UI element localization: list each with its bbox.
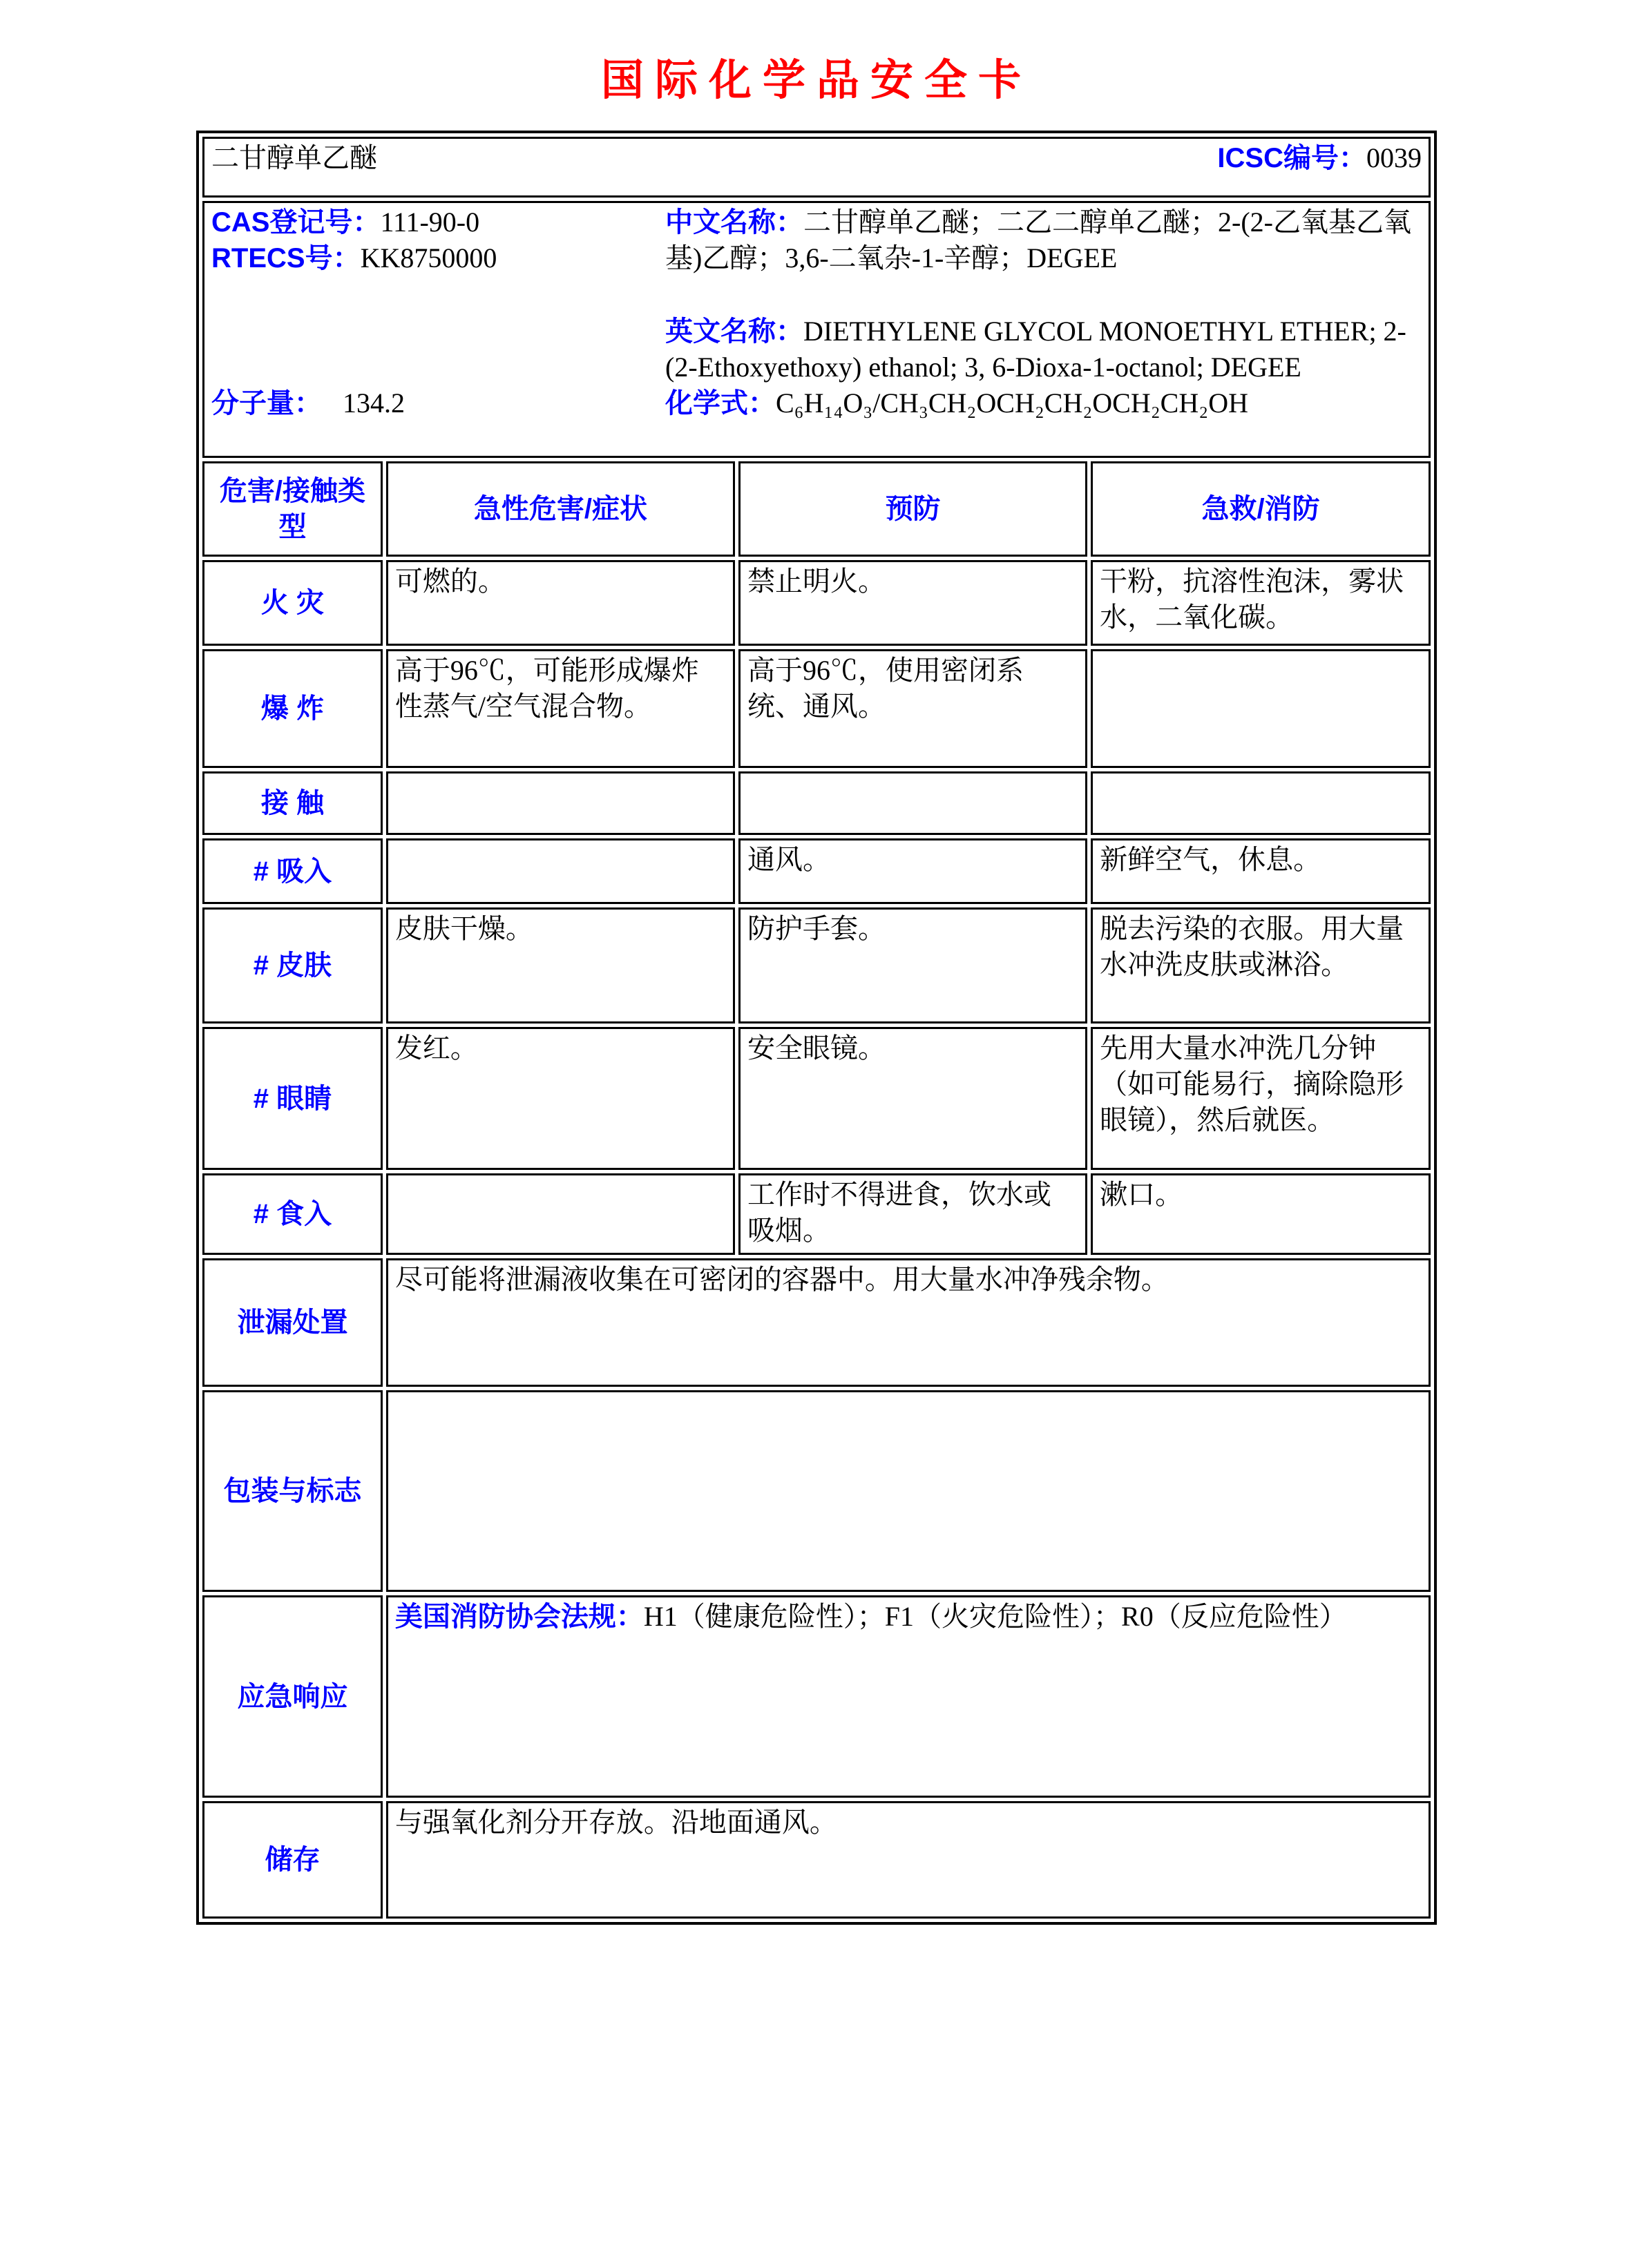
skin-prevention: 防护手套。 [738,907,1087,1024]
hazard-row-eyes [202,1027,1431,1170]
molecular-weight-line [211,385,665,421]
section-label-storage: 储存 [202,1801,383,1919]
header-first-aid: 急救/消防 [1091,461,1431,557]
ingestion-symptoms [386,1173,735,1255]
rtecs-label: RTECS号： [211,243,361,273]
icsc-number-label: ICSC编号： [1217,143,1366,173]
substance-name-row [202,137,1431,198]
section-label-packaging: 包装与标志 [202,1390,383,1592]
blank-gap [665,276,1422,314]
row-label-ingestion: # 食入 [202,1173,383,1255]
hazard-row-explosion [202,649,1431,768]
hazard-row-ingestion [202,1173,1431,1255]
rtecs-line [211,240,665,276]
icsc-document [0,46,1633,1925]
nfpa-code-label: 美国消防协会法规： [394,1602,644,1632]
hazard-row-fire [202,560,1431,646]
molecular-weight-label: 分子量： [211,388,322,419]
row-label-explosion: 爆 炸 [202,649,383,768]
cas-label: CAS登记号： [211,207,381,238]
cas-value: 111-90-0 [380,206,480,238]
header-symptoms: 急性危害/症状 [386,461,735,557]
hazard-row-skin [202,907,1431,1024]
section-row-spill [202,1258,1431,1387]
hazard-row-contact [202,771,1431,835]
emergency-content-cell [386,1595,1431,1798]
row-label-eyes: # 眼睛 [202,1027,383,1170]
identification-row [202,201,1431,458]
storage-content: 与强氧化剂分开存放。沿地面通风。 [386,1801,1431,1919]
hazard-header-row [202,461,1431,557]
fire-prevention: 禁止明火。 [738,560,1087,646]
chinese-name-label: 中文名称： [665,207,803,238]
chinese-name-value: 二甘醇单乙醚；二乙二醇单乙醚；2-(2-乙氧基乙氧基)乙醇；3,6-二氧杂-1-辛醇；DEGEE [665,206,1411,273]
eyes-first-aid: 先用大量水冲洗几分钟（如可能易行，摘除隐形眼镜），然后就医。 [1091,1027,1431,1170]
hazard-row-inhalation [202,838,1431,904]
fire-first-aid: 干粉，抗溶性泡沫，雾状水，二氧化碳。 [1091,560,1431,646]
rtecs-value: KK8750000 [360,242,497,273]
row-label-skin: # 皮肤 [202,907,383,1024]
formula-value: C₆H₁₄O₃/CH₃CH₂OCH₂CH₂OCH₂CH₂OH [776,387,1248,419]
formula-line [665,385,1422,421]
row-label-contact: 接 触 [202,771,383,835]
explosion-prevention: 高于96℃，使用密闭系统、通风。 [738,649,1087,768]
fire-symptoms: 可燃的。 [386,560,735,646]
row-label-inhalation: # 吸入 [202,838,383,904]
explosion-symptoms: 高于96℃，可能形成爆炸性蒸气/空气混合物。 [386,649,735,768]
ingestion-prevention: 工作时不得进食，饮水或吸烟。 [738,1173,1087,1255]
section-label-emergency: 应急响应 [202,1595,383,1798]
section-label-spill: 泄漏处置 [202,1258,383,1387]
substance-name: 二甘醇单乙醚 [211,142,377,173]
substance-name-cell [202,137,1431,198]
packaging-content [386,1390,1431,1592]
explosion-first-aid [1091,649,1431,768]
contact-symptoms [386,771,735,835]
inhalation-first-aid: 新鲜空气，休息。 [1091,838,1431,904]
identification-right-column [665,204,1422,421]
skin-symptoms: 皮肤干燥。 [386,907,735,1024]
inhalation-prevention: 通风。 [738,838,1087,904]
contact-prevention [738,771,1087,835]
eyes-prevention: 安全眼镜。 [738,1027,1087,1170]
page-title: 国际化学品安全卡 [600,57,1032,104]
formula-label: 化学式： [665,388,776,419]
inhalation-symptoms [386,838,735,904]
icsc-number [1217,140,1422,176]
english-name-line [665,314,1422,385]
section-row-packaging [202,1390,1431,1592]
header-prevention: 预防 [738,461,1087,557]
chinese-name-line [665,204,1422,276]
english-name-value: DIETHYLENE GLYCOL MONOETHYL ETHER; 2-(2-Ethoxyethoxy) ethanol; 3, 6-Dioxa-1-octanol; DEGEE [665,316,1406,383]
identification-left-column [211,204,665,421]
contact-first-aid [1091,771,1431,835]
icsc-card-table [196,131,1437,1925]
header-hazard-type: 危害/接触类型 [202,461,383,557]
english-name-label: 英文名称： [665,316,803,347]
identification-cell [202,201,1431,458]
section-row-emergency [202,1595,1431,1798]
cas-line [211,204,665,240]
eyes-symptoms: 发红。 [386,1027,735,1170]
ingestion-first-aid: 漱口。 [1091,1173,1431,1255]
row-label-fire: 火 灾 [202,560,383,646]
skin-first-aid: 脱去污染的衣服。用大量水冲洗皮肤或淋浴。 [1091,907,1431,1024]
molecular-weight-value: 134.2 [343,387,405,419]
spill-content: 尽可能将泄漏液收集在可密闭的容器中。用大量水冲净残余物。 [386,1258,1431,1387]
nfpa-code-value: H1（健康危险性）；F1（火灾危险性）；R0（反应危险性） [643,1601,1347,1632]
spacer [211,276,665,385]
section-row-storage [202,1801,1431,1919]
icsc-number-value: 0039 [1366,142,1422,173]
